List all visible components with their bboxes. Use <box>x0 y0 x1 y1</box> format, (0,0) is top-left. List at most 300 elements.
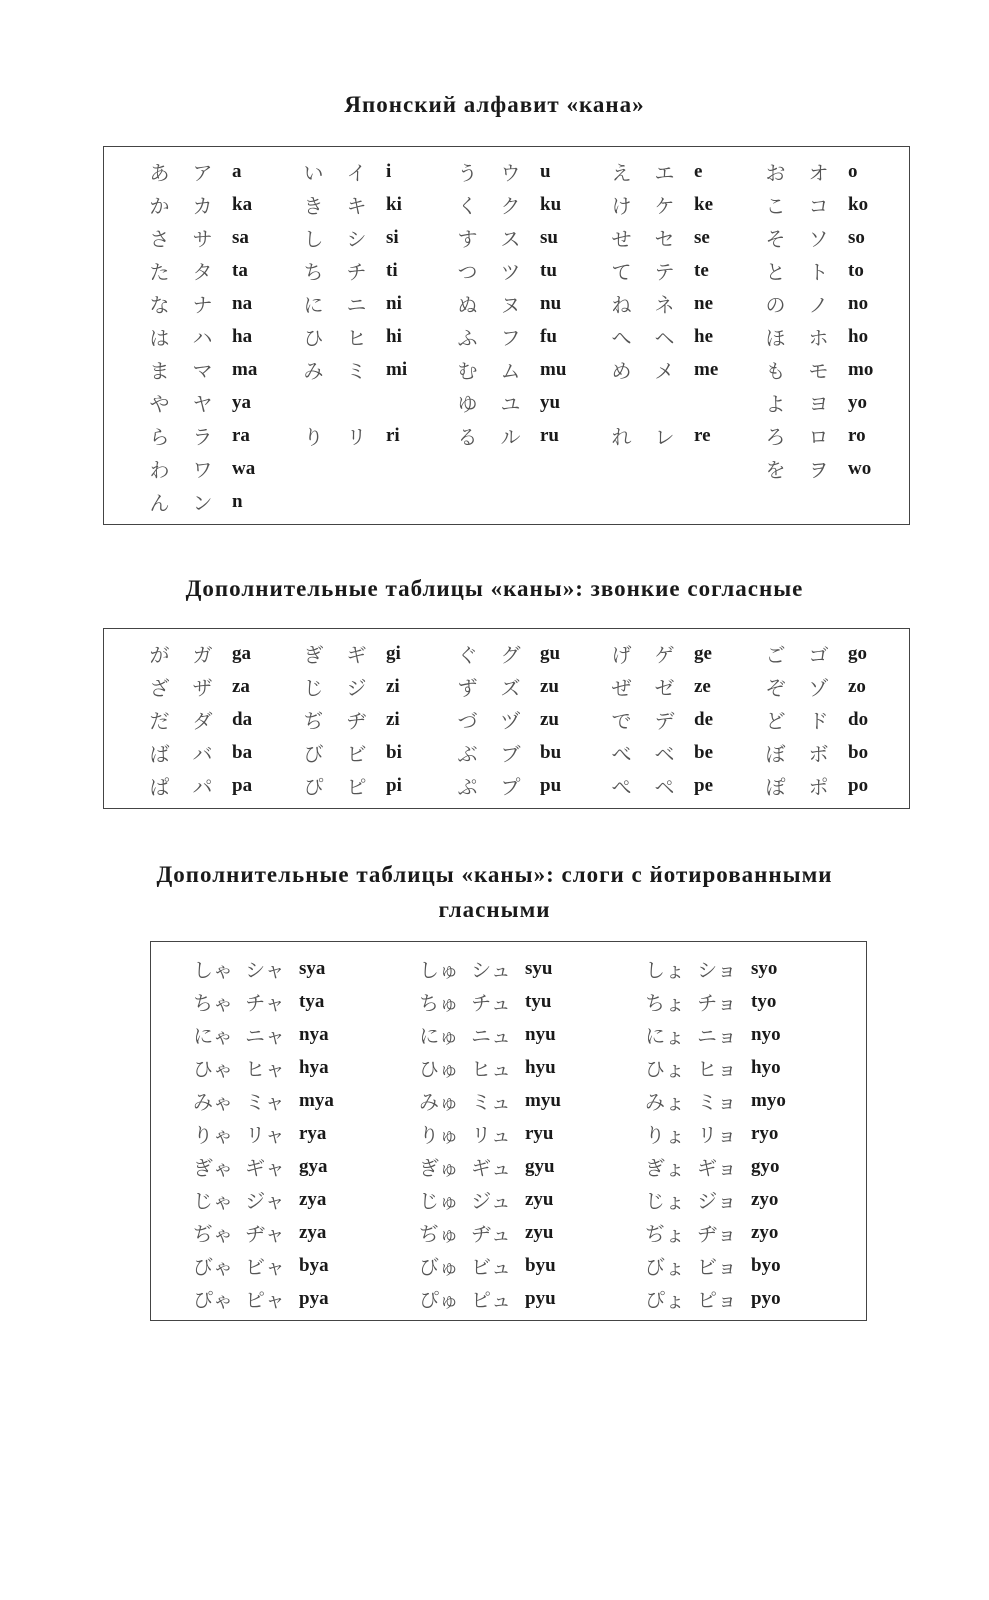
kana-cell <box>138 287 292 320</box>
hiragana: しょ <box>645 958 685 982</box>
romaji: ha <box>232 325 253 347</box>
kana-cell <box>138 703 292 736</box>
hiragana: ほ <box>765 326 786 350</box>
romaji: he <box>694 325 713 347</box>
katakana: ツ <box>500 260 521 284</box>
romaji: ta <box>232 259 248 281</box>
kana-cell <box>138 670 292 703</box>
katakana: ヂ <box>346 709 367 733</box>
kana-cell <box>600 221 754 254</box>
hiragana: き <box>303 194 324 218</box>
kana-table <box>138 155 908 518</box>
katakana: ビュ <box>471 1255 511 1279</box>
katakana: ク <box>500 194 521 218</box>
hiragana: び <box>303 742 324 766</box>
hiragana: あ <box>149 161 170 185</box>
kana-cell <box>600 637 754 670</box>
hiragana: い <box>303 161 324 185</box>
hiragana: む <box>457 359 478 383</box>
romaji: pa <box>232 774 253 796</box>
hiragana: ぺ <box>611 775 632 799</box>
katakana: ワ <box>192 458 213 482</box>
romaji: ho <box>848 325 869 347</box>
katakana: ザ <box>192 676 213 700</box>
hiragana: ご <box>765 643 786 667</box>
katakana: セ <box>654 227 675 251</box>
romaji: myo <box>751 1089 786 1111</box>
romaji: gyu <box>525 1155 555 1177</box>
kana-cell <box>138 386 292 419</box>
katakana: ゼ <box>654 676 675 700</box>
katakana: タ <box>192 260 213 284</box>
romaji: nyo <box>751 1023 781 1045</box>
katakana: ジョ <box>697 1189 737 1213</box>
katakana: オ <box>808 161 829 185</box>
hiragana: ず <box>457 676 478 700</box>
kana-cell <box>600 353 754 386</box>
kana-cell <box>446 703 600 736</box>
katakana: ニョ <box>697 1024 737 1048</box>
kana-cell <box>138 637 292 670</box>
romaji: ra <box>232 424 250 446</box>
katakana: ニュ <box>471 1024 511 1048</box>
romaji: gya <box>299 1155 328 1177</box>
kana-cell <box>138 155 292 188</box>
kana-cell <box>600 452 754 485</box>
hiragana: にゃ <box>193 1024 233 1048</box>
kana-cell <box>413 1150 639 1183</box>
katakana: ビ <box>346 742 367 766</box>
katakana: ミョ <box>697 1090 737 1114</box>
romaji: ze <box>694 675 711 697</box>
katakana: ズ <box>500 676 521 700</box>
kana-cell <box>754 155 908 188</box>
romaji: ni <box>386 292 402 314</box>
kana-cell <box>446 254 600 287</box>
romaji: gu <box>540 642 561 664</box>
katakana: メ <box>654 359 675 383</box>
romaji: no <box>848 292 869 314</box>
romaji: nu <box>540 292 562 314</box>
hiragana: を <box>765 458 786 482</box>
kana-cell <box>446 637 600 670</box>
romaji: ke <box>694 193 713 215</box>
katakana: バ <box>192 742 213 766</box>
hiragana: る <box>457 425 478 449</box>
romaji: syo <box>751 957 778 979</box>
romaji: yo <box>848 391 867 413</box>
katakana: プ <box>500 775 521 799</box>
kana-cell <box>187 1117 413 1150</box>
hiragana: ざ <box>149 676 170 700</box>
kana-cell <box>138 221 292 254</box>
romaji: da <box>232 708 253 730</box>
romaji: zya <box>299 1188 327 1210</box>
section3-title-line1: Дополнительные таблицы «каны»: слоги с йотированными <box>156 862 833 887</box>
katakana: ソ <box>808 227 829 251</box>
romaji: mya <box>299 1089 334 1111</box>
katakana: ギャ <box>245 1156 285 1180</box>
romaji: bo <box>848 741 869 763</box>
hiragana: ぴ <box>303 775 324 799</box>
romaji: po <box>848 774 869 796</box>
katakana: ト <box>808 260 829 284</box>
hiragana: な <box>149 293 170 317</box>
hiragana: ぢゃ <box>193 1222 233 1246</box>
romaji: to <box>848 259 864 281</box>
hiragana: た <box>149 260 170 284</box>
hiragana: で <box>611 709 632 733</box>
romaji: zyo <box>751 1188 779 1210</box>
kana-cell <box>292 386 446 419</box>
romaji: a <box>232 160 242 182</box>
hiragana: りゃ <box>193 1123 233 1147</box>
hiragana: は <box>149 326 170 350</box>
katakana: チ <box>346 260 367 284</box>
romaji: myu <box>525 1089 561 1111</box>
hiragana: づ <box>457 709 478 733</box>
hiragana: ね <box>611 293 632 317</box>
romaji: sa <box>232 226 249 248</box>
romaji: zi <box>386 675 400 697</box>
katakana: テ <box>654 260 675 284</box>
hiragana: じゃ <box>193 1189 233 1213</box>
hiragana: れ <box>611 425 632 449</box>
hiragana: す <box>457 227 478 251</box>
romaji: ga <box>232 642 251 664</box>
kana-cell <box>413 1183 639 1216</box>
romaji: yu <box>540 391 561 413</box>
katakana: ゲ <box>654 643 675 667</box>
hiragana: ふ <box>457 326 478 350</box>
hiragana: ひゅ <box>419 1057 459 1081</box>
hiragana: ち <box>303 260 324 284</box>
voiced-table <box>138 637 908 802</box>
hiragana: み <box>303 359 324 383</box>
katakana: シュ <box>471 958 511 982</box>
kana-cell <box>446 769 600 802</box>
kana-cell <box>292 320 446 353</box>
hiragana: ぽ <box>765 775 786 799</box>
hiragana: ど <box>765 709 786 733</box>
katakana: マ <box>192 359 213 383</box>
hiragana: にょ <box>645 1024 685 1048</box>
katakana: ミ <box>346 359 367 383</box>
romaji: u <box>540 160 551 182</box>
hiragana: りゅ <box>419 1123 459 1147</box>
katakana: カ <box>192 194 213 218</box>
hiragana: しゃ <box>193 958 233 982</box>
kana-cell <box>754 287 908 320</box>
katakana: ビョ <box>697 1255 737 1279</box>
romaji: ya <box>232 391 251 413</box>
katakana: ヒュ <box>471 1057 511 1081</box>
kana-cell <box>138 320 292 353</box>
hiragana: ひょ <box>645 1057 685 1081</box>
kana-cell <box>446 419 600 452</box>
romaji: do <box>848 708 869 730</box>
kana-cell <box>187 1183 413 1216</box>
katakana: ノ <box>808 293 829 317</box>
katakana: コ <box>808 194 829 218</box>
romaji: pyo <box>751 1287 781 1309</box>
kana-cell <box>446 670 600 703</box>
hiragana: ん <box>149 491 170 515</box>
kana-cell <box>292 769 446 802</box>
hiragana: にゅ <box>419 1024 459 1048</box>
kana-cell <box>292 637 446 670</box>
kana-cell <box>639 1150 865 1183</box>
kana-cell <box>600 287 754 320</box>
kana-cell <box>138 419 292 452</box>
hiragana: びょ <box>645 1255 685 1279</box>
kana-cell <box>187 952 413 985</box>
romaji: ti <box>386 259 398 281</box>
romaji: pe <box>694 774 713 796</box>
hiragana: ぶ <box>457 742 478 766</box>
kana-cell <box>446 485 600 518</box>
katakana: ハ <box>192 326 213 350</box>
hiragana: だ <box>149 709 170 733</box>
kana-cell <box>600 485 754 518</box>
kana-cell <box>413 1216 639 1249</box>
kana-cell <box>138 485 292 518</box>
katakana: ケ <box>654 194 675 218</box>
hiragana: じゅ <box>419 1189 459 1213</box>
hiragana: みょ <box>645 1090 685 1114</box>
hiragana: ぷ <box>457 775 478 799</box>
katakana: ヂャ <box>245 1222 285 1246</box>
katakana: シ <box>346 227 367 251</box>
katakana: ギョ <box>697 1156 737 1180</box>
kana-cell <box>413 1249 639 1282</box>
kana-cell <box>413 1018 639 1051</box>
romaji: zyo <box>751 1221 779 1243</box>
romaji: bu <box>540 741 562 763</box>
hiragana: ひ <box>303 326 324 350</box>
katakana: ヒ <box>346 326 367 350</box>
hiragana: と <box>765 260 786 284</box>
kana-cell <box>187 1018 413 1051</box>
romaji: o <box>848 160 858 182</box>
romaji: hyo <box>751 1056 781 1078</box>
romaji: de <box>694 708 713 730</box>
romaji: bya <box>299 1254 329 1276</box>
kana-cell <box>413 1282 639 1315</box>
kana-cell <box>292 736 446 769</box>
katakana: ジャ <box>245 1189 285 1213</box>
romaji: go <box>848 642 867 664</box>
kana-cell <box>639 952 865 985</box>
katakana: デ <box>654 709 675 733</box>
katakana: ギ <box>346 643 367 667</box>
kana-cell <box>138 452 292 485</box>
katakana: エ <box>654 161 675 185</box>
katakana: チュ <box>471 991 511 1015</box>
kana-cell <box>639 1249 865 1282</box>
hiragana: ゆ <box>457 392 478 416</box>
romaji: ma <box>232 358 258 380</box>
kana-cell <box>754 254 908 287</box>
section2-title: Дополнительные таблицы «каны»: звонкие согласные <box>185 576 804 601</box>
katakana: リ <box>346 425 367 449</box>
hiragana: ぴゃ <box>193 1288 233 1312</box>
kana-cell <box>600 703 754 736</box>
kana-cell <box>413 1051 639 1084</box>
hiragana: ぞ <box>765 676 786 700</box>
romaji: n <box>232 490 243 512</box>
katakana: ショ <box>697 958 737 982</box>
hiragana: みゃ <box>193 1090 233 1114</box>
voiced-table-box <box>103 628 910 809</box>
kana-cell <box>639 1084 865 1117</box>
katakana: イ <box>346 161 367 185</box>
katakana: ベ <box>654 742 675 766</box>
kana-cell <box>187 1249 413 1282</box>
yoon-table-box <box>150 941 867 1321</box>
hiragana: ひゃ <box>193 1057 233 1081</box>
katakana: シャ <box>245 958 285 982</box>
kana-cell <box>292 703 446 736</box>
katakana: ラ <box>192 425 213 449</box>
katakana: ニ <box>346 293 367 317</box>
kana-cell <box>754 353 908 386</box>
katakana: ユ <box>500 392 521 416</box>
hiragana: ぢ <box>303 709 324 733</box>
kana-cell <box>639 1051 865 1084</box>
katakana: ヌ <box>500 293 521 317</box>
katakana: ポ <box>808 775 829 799</box>
kana-cell <box>187 1216 413 1249</box>
kana-cell <box>600 188 754 221</box>
katakana: リョ <box>697 1123 737 1147</box>
kana-cell <box>754 452 908 485</box>
hiragana: せ <box>611 227 632 251</box>
hiragana: ぬ <box>457 293 478 317</box>
katakana: ロ <box>808 425 829 449</box>
hiragana: ちょ <box>645 991 685 1015</box>
kana-cell <box>600 155 754 188</box>
kana-cell <box>600 769 754 802</box>
kana-cell <box>187 985 413 1018</box>
katakana: ジュ <box>471 1189 511 1213</box>
romaji: i <box>386 160 392 182</box>
kana-cell <box>292 452 446 485</box>
romaji: e <box>694 160 703 182</box>
romaji: zyu <box>525 1221 554 1243</box>
katakana: ダ <box>192 709 213 733</box>
hiragana: り <box>303 425 324 449</box>
katakana: モ <box>808 359 829 383</box>
kana-cell <box>138 736 292 769</box>
hiragana: じょ <box>645 1189 685 1213</box>
katakana: キ <box>346 194 367 218</box>
romaji: ko <box>848 193 869 215</box>
romaji: pyu <box>525 1287 556 1309</box>
katakana: ミュ <box>471 1090 511 1114</box>
kana-cell <box>754 419 908 452</box>
romaji: zyu <box>525 1188 554 1210</box>
katakana: ピュ <box>471 1288 511 1312</box>
hiragana: ば <box>149 742 170 766</box>
romaji: na <box>232 292 253 314</box>
katakana: グ <box>500 643 521 667</box>
kana-cell <box>292 254 446 287</box>
romaji: se <box>694 226 710 248</box>
section1-title: Японский алфавит «кана» <box>344 92 645 117</box>
romaji: syu <box>525 957 553 979</box>
katakana: ヲ <box>808 458 829 482</box>
romaji: tya <box>299 990 325 1012</box>
kana-cell <box>187 1282 413 1315</box>
katakana: ゴ <box>808 643 829 667</box>
katakana: ヂョ <box>697 1222 737 1246</box>
katakana: ピョ <box>697 1288 737 1312</box>
hiragana: え <box>611 161 632 185</box>
kana-cell <box>292 419 446 452</box>
romaji: re <box>694 424 711 446</box>
romaji: ku <box>540 193 562 215</box>
section3-title-line2: гласными <box>438 897 551 922</box>
katakana: ボ <box>808 742 829 766</box>
romaji: pu <box>540 774 562 796</box>
romaji: ryo <box>751 1122 779 1144</box>
hiragana: ぴょ <box>645 1288 685 1312</box>
kana-cell <box>292 287 446 320</box>
hiragana: ぴゅ <box>419 1288 459 1312</box>
katakana: パ <box>192 775 213 799</box>
romaji: nyu <box>525 1023 556 1045</box>
kana-cell <box>600 386 754 419</box>
kana-cell <box>413 952 639 985</box>
katakana: レ <box>654 425 675 449</box>
katakana: ピャ <box>245 1288 285 1312</box>
hiragana: や <box>149 392 170 416</box>
hiragana: じ <box>303 676 324 700</box>
kana-cell <box>754 637 908 670</box>
kana-cell <box>639 1117 865 1150</box>
katakana: ホ <box>808 326 829 350</box>
katakana: ブ <box>500 742 521 766</box>
hiragana: か <box>149 194 170 218</box>
hiragana: しゅ <box>419 958 459 982</box>
hiragana: べ <box>611 742 632 766</box>
kana-cell <box>292 485 446 518</box>
romaji: nya <box>299 1023 329 1045</box>
kana-cell <box>187 1084 413 1117</box>
kana-cell <box>600 736 754 769</box>
katakana: ミャ <box>245 1090 285 1114</box>
katakana: チョ <box>697 991 737 1015</box>
hiragana: わ <box>149 458 170 482</box>
romaji: me <box>694 358 719 380</box>
kana-cell <box>446 386 600 419</box>
hiragana: よ <box>765 392 786 416</box>
hiragana: う <box>457 161 478 185</box>
kana-cell <box>754 188 908 221</box>
romaji: zi <box>386 708 400 730</box>
kana-cell <box>446 452 600 485</box>
kana-cell <box>446 188 600 221</box>
kana-cell <box>138 353 292 386</box>
katakana: リュ <box>471 1123 511 1147</box>
romaji: zu <box>540 708 559 730</box>
romaji: byu <box>525 1254 556 1276</box>
hiragana: ぎ <box>303 643 324 667</box>
hiragana: が <box>149 643 170 667</box>
romaji: fu <box>540 325 557 347</box>
katakana: ナ <box>192 293 213 317</box>
